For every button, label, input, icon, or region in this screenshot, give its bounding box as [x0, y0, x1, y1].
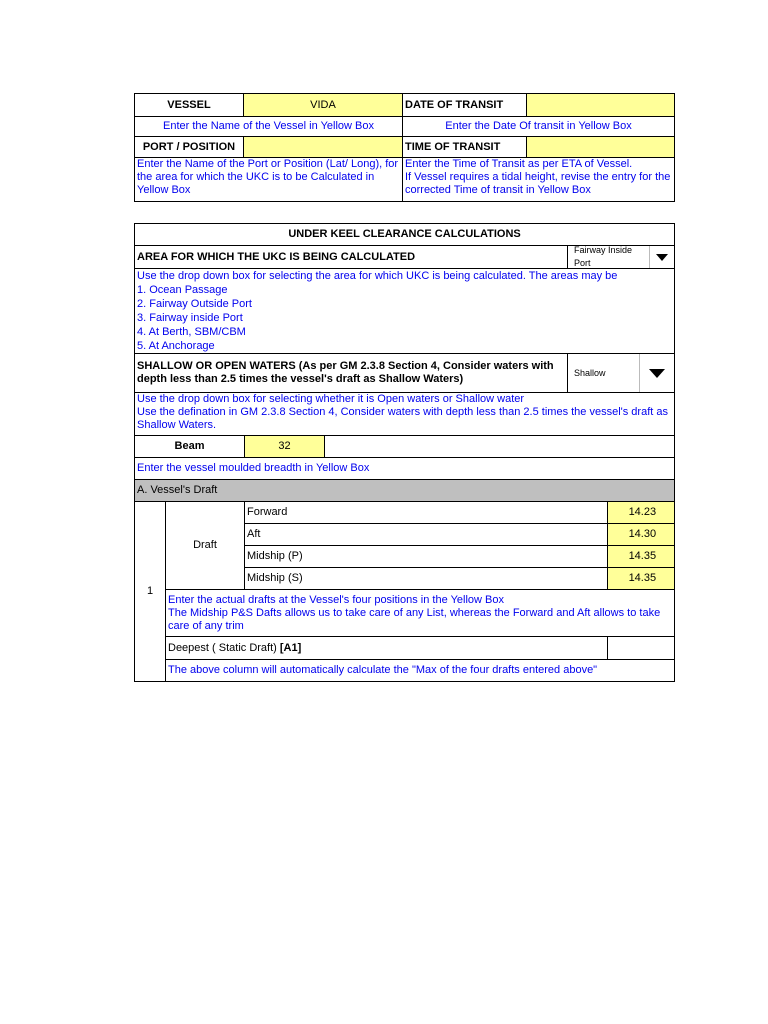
time-hint-line-1: Enter the Time of Transit as per ETA of Vessel. — [405, 158, 633, 170]
deepest-draft-ref: [A1] — [279, 641, 302, 654]
draft-hint — [166, 590, 675, 637]
area-help — [135, 269, 675, 354]
port-position-label: PORT / POSITION — [135, 137, 244, 158]
draft-aft-input[interactable]: 14.30 — [608, 524, 675, 546]
draft-hint-line-2: The Midship P&S Dafts allows us to take care of any List, whereas the Forward and Aft allows to take care of any trim — [168, 606, 661, 632]
transit-info-table — [134, 93, 675, 202]
draft-forward-label: Forward — [245, 502, 608, 524]
water-type-help — [135, 393, 675, 436]
area-dropdown-button[interactable] — [649, 246, 674, 268]
time-hint-line-2: If Vessel requires a tidal height, revise the entry for the corrected Time of transit in Yellow Box — [405, 171, 671, 196]
beam-label: Beam — [135, 436, 245, 458]
beam-hint: Enter the vessel moulded breadth in Yellow Box — [135, 458, 675, 480]
draft-midship-s-input[interactable]: 14.35 — [608, 568, 675, 590]
area-help-intro: Use the drop down box for selecting the area for which UKC is being calculated. The areas may be — [137, 270, 618, 282]
beam-input[interactable]: 32 — [245, 436, 325, 458]
area-option-5: 5. At Anchorage — [137, 340, 215, 352]
draft-midship-p-label: Midship (P) — [245, 546, 608, 568]
area-option-2: 2. Fairway Outside Port — [137, 298, 252, 310]
water-help-line-2: Use the defination in GM 2.3.8 Section 4, Consider waters with depth less than 2.5 times the vessel's draft as Shallow Waters. — [137, 406, 668, 431]
water-type-dropdown-button[interactable] — [639, 354, 674, 392]
section-vessels-draft: A. Vessel's Draft — [135, 480, 675, 502]
chevron-down-icon — [649, 369, 665, 378]
area-option-1: 1. Ocean Passage — [137, 284, 228, 296]
water-type-dropdown[interactable] — [568, 354, 675, 393]
area-selected-value: Fairway Inside Port — [574, 245, 633, 268]
beam-blank-cell — [325, 436, 675, 458]
date-of-transit-input[interactable] — [527, 94, 675, 117]
deepest-draft-hint: The above column will automatically calculate the "Max of the four drafts entered above" — [166, 660, 675, 682]
vessel-hint: Enter the Name of the Vessel in Yellow Box — [135, 117, 403, 137]
draft-forward-input[interactable]: 14.23 — [608, 502, 675, 524]
draft-aft-label: Aft — [245, 524, 608, 546]
draft-midship-s-label: Midship (S) — [245, 568, 608, 590]
area-option-3: 3. Fairway inside Port — [137, 312, 243, 324]
water-help-line-1: Use the drop down box for selecting whether it is Open waters or Shallow water — [137, 393, 525, 405]
area-dropdown[interactable] — [568, 246, 675, 269]
date-of-transit-label: DATE OF TRANSIT — [403, 94, 527, 117]
water-type-label: SHALLOW OR OPEN WATERS (As per GM 2.3.8 Section 4, Consider waters with depth less than 2.5 times the vessel's draft as Shallow Waters) — [135, 354, 568, 393]
draft-midship-p-input[interactable]: 14.35 — [608, 546, 675, 568]
time-of-transit-input[interactable] — [527, 137, 675, 158]
vessel-input[interactable]: VIDA — [244, 94, 403, 117]
area-option-4: 4. At Berth, SBM/CBM — [137, 326, 246, 338]
time-of-transit-label: TIME OF TRANSIT — [403, 137, 527, 158]
ukc-calculation-table — [134, 223, 675, 682]
item-number: 1 — [135, 502, 166, 682]
date-hint: Enter the Date Of transit in Yellow Box — [403, 117, 675, 137]
port-position-input[interactable] — [244, 137, 403, 158]
ukc-title: UNDER KEEL CLEARANCE CALCULATIONS — [135, 224, 675, 246]
deepest-draft-value — [608, 637, 675, 660]
deepest-draft-text: Deepest ( Static Draft) — [168, 641, 277, 654]
draft-label: Draft — [166, 502, 245, 590]
vessel-label: VESSEL — [135, 94, 244, 117]
area-label: AREA FOR WHICH THE UKC IS BEING CALCULATED — [135, 246, 568, 269]
draft-hint-line-1: Enter the actual drafts at the Vessel's four positions in the Yellow Box — [168, 593, 504, 606]
port-hint: Enter the Name of the Port or Position (Lat/ Long), for the area for which the UKC is to be Calculated in Yellow Box — [135, 158, 403, 202]
water-type-selected-value: Shallow — [574, 367, 606, 378]
deepest-draft-label — [166, 637, 608, 660]
time-hint — [403, 158, 675, 202]
chevron-down-icon — [656, 254, 668, 261]
